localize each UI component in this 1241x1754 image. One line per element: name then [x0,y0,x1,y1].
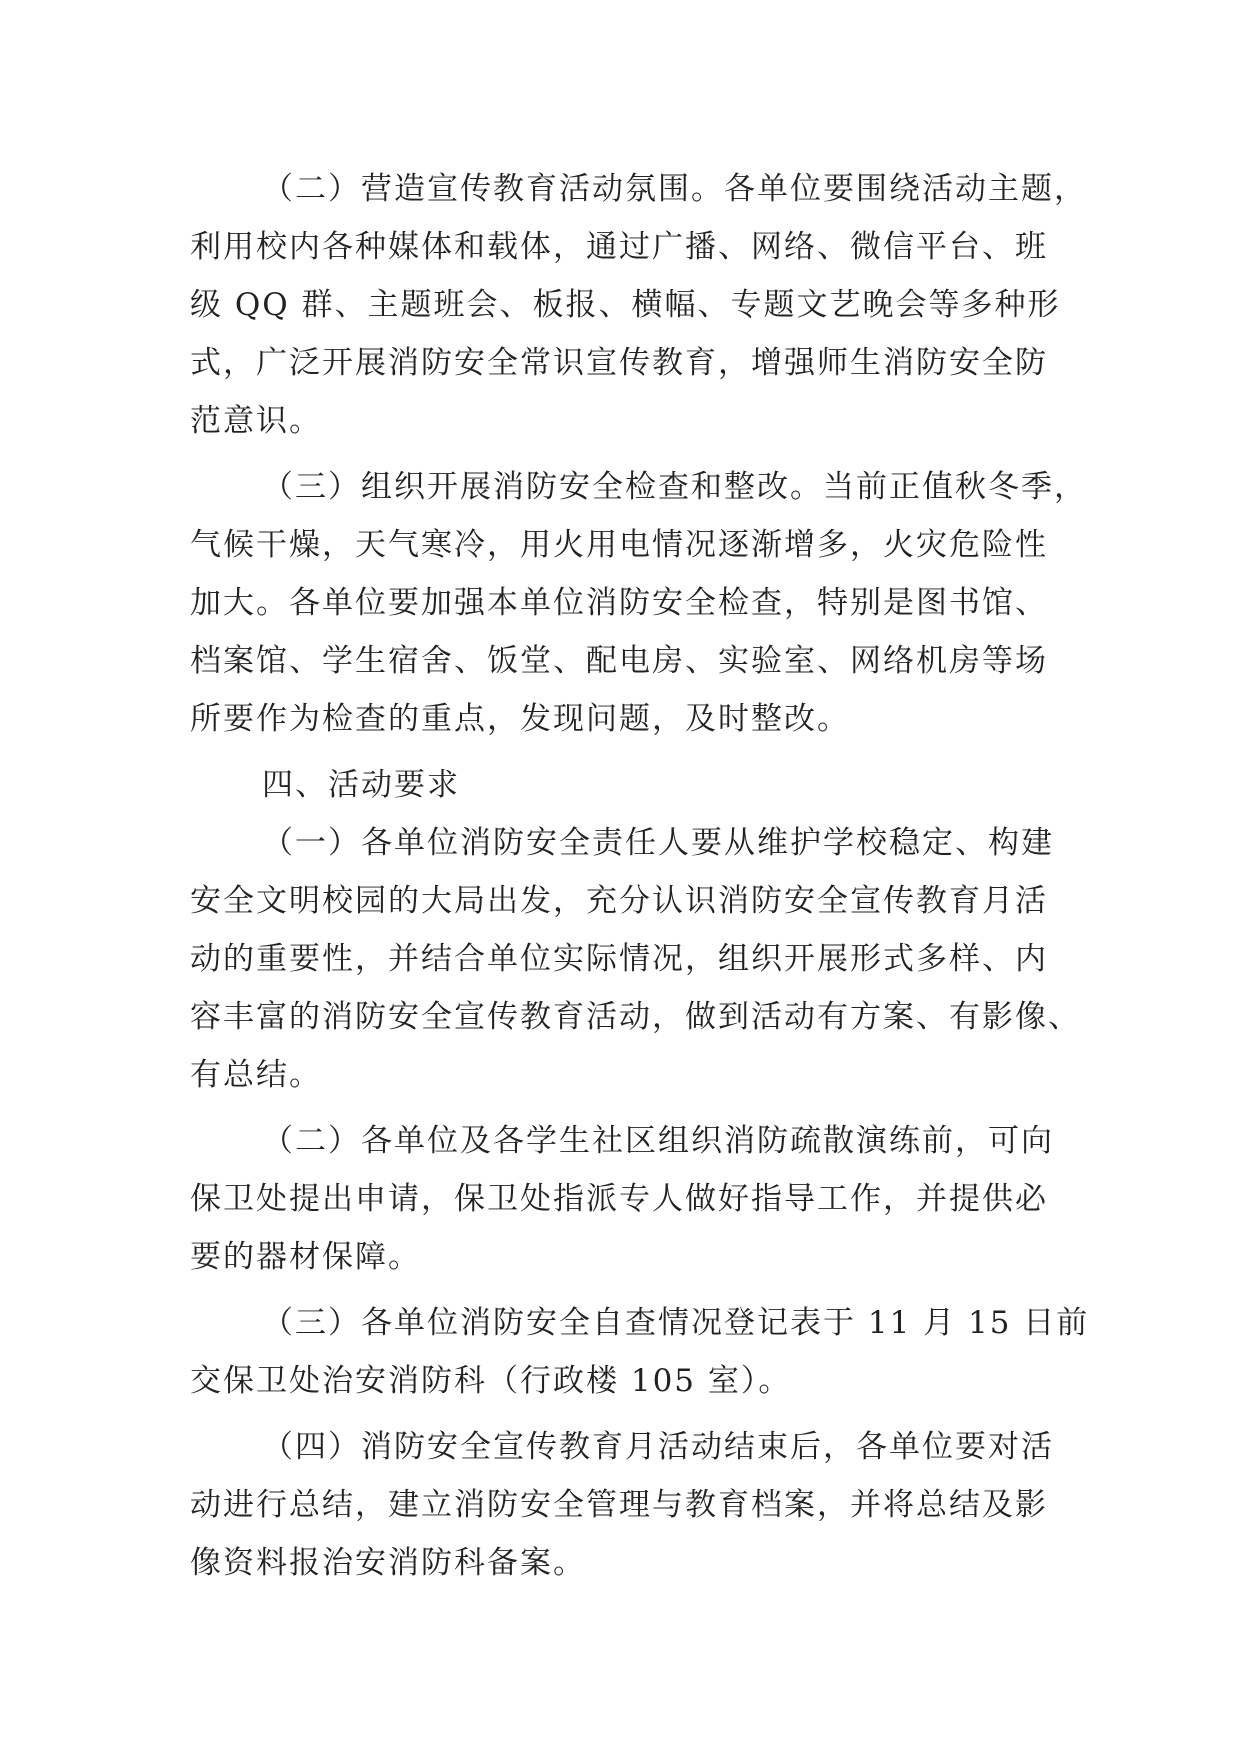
section-heading: 四、活动要求 [262,767,460,803]
paragraph-line: 气候干燥，天气寒冷，用火用电情况逐渐增多，火灾危险性 [190,527,1048,563]
paragraph-line: 容丰富的消防安全宣传教育活动，做到活动有方案、有影像、 [190,999,1081,1035]
paragraph-line: 动进行总结，建立消防安全管理与教育档案，并将总结及影 [190,1487,1048,1523]
paragraph-line: 安全文明校园的大局出发，充分认识消防安全宣传教育月活 [190,883,1048,919]
paragraph-requirement-2 [190,1112,1054,1286]
paragraph-line: 动的重要性，并结合单位实际情况，组织开展形式多样、内 [190,941,1048,977]
paragraph-line: （二）各单位及各学生社区组织消防疏散演练前，可向 [262,1123,1054,1159]
paragraph-line: 加大。各单位要加强本单位消防安全检查，特别是图书馆、 [190,585,1048,621]
paragraph-atmosphere [190,160,1087,450]
document-body [190,160,1090,1600]
paragraph-line: 像资料报治安消防科备案。 [190,1545,586,1581]
paragraph-line: （四）消防安全宣传教育月活动结束后，各单位要对活 [262,1429,1054,1465]
paragraph-line: 保卫处提出申请，保卫处指派专人做好指导工作，并提供必 [190,1181,1048,1217]
paragraph-line: 级 QQ 群、主题班会、板报、横幅、专题文艺晚会等多种形 [190,287,1061,323]
paragraph-line: 有总结。 [190,1057,322,1093]
paragraph-requirement-3 [190,1294,1090,1410]
paragraph-line: （二）营造宣传教育活动氛围。各单位要围绕活动主题， [262,171,1087,207]
paragraph-line: （一）各单位消防安全责任人要从维护学校稳定、构建 [262,825,1054,861]
paragraph-line: 档案馆、学生宿舍、饭堂、配电房、实验室、网络机房等场 [190,643,1048,679]
paragraph-line: 要的器材保障。 [190,1239,421,1275]
paragraph-line: 范意识。 [190,403,322,439]
paragraph-line: （三）各单位消防安全自查情况登记表于 11 月 15 日前 [262,1305,1090,1341]
paragraph-line: 利用校内各种媒体和载体，通过广播、网络、微信平台、班 [190,229,1048,265]
paragraph-line: 式，广泛开展消防安全常识宣传教育，增强师生消防安全防 [190,345,1048,381]
paragraph-requirement-4 [190,1418,1054,1592]
paragraph-requirement-1 [190,814,1081,1104]
paragraph-line: （三）组织开展消防安全检查和整改。当前正值秋冬季， [262,469,1087,505]
paragraph-line: 所要作为检查的重点，发现问题，及时整改。 [190,701,850,737]
paragraph-inspection [190,458,1087,748]
paragraph-line: 交保卫处治安消防科（行政楼 105 室）。 [190,1363,792,1399]
